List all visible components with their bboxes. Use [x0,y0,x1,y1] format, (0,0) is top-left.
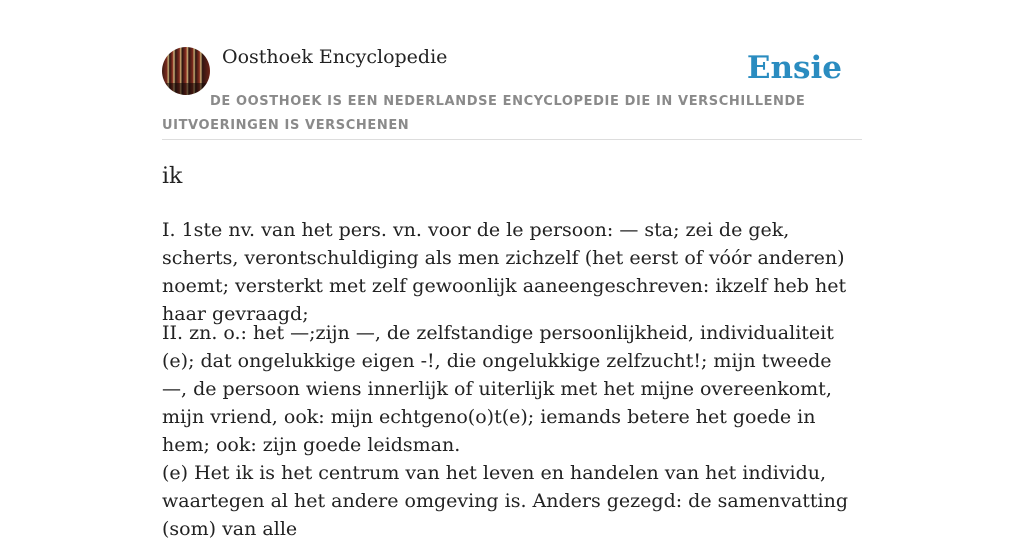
site-tagline: DE OOSTHOEK IS EEN NEDERLANDSE ENCYCLOPEDIE DIE IN VERSCHILLENDE UITVOERINGEN IS VERSCHENEN [162,94,806,133]
article-paragraph-3: (e) Het ik is het centrum van het leven en handelen van het individu, waartegen al het andere omgeving is. Anders gezegd: de samenvatting (som) van alle [162,462,849,540]
site-logo[interactable] [162,47,210,95]
article-headword: ik [162,164,183,189]
article-paragraph-2: II. zn. o.: het —;zijn —, de zelfstandige persoonlijkheid, individualiteit (e); dat ongelukkige eigen -!, die ongelukkige zelfzucht!; mijn tweede —, de persoon wiens innerlijk of uiterlijk met het mijne overeenkomt, mijn vriend, ook: mijn echtgeno(o)t(e); iemands betere het goede in hem; ook: zijn goede leidsman. [162,322,834,456]
brand-logo-text[interactable]: Ensie [746,50,842,86]
header-divider [162,139,862,140]
site-title[interactable]: Oosthoek Encyclopedie [222,46,448,68]
article-paragraph-1: I. 1ste nv. van het pers. vn. voor de le persoon: — sta; zei de gek, scherts, verontschuldiging als men zichzelf (het eerst of vóór anderen) noemt; versterkt met zelf gewoonlijk aaneengeschreven: ikzelf heb het haar gevraagd; [162,219,847,325]
